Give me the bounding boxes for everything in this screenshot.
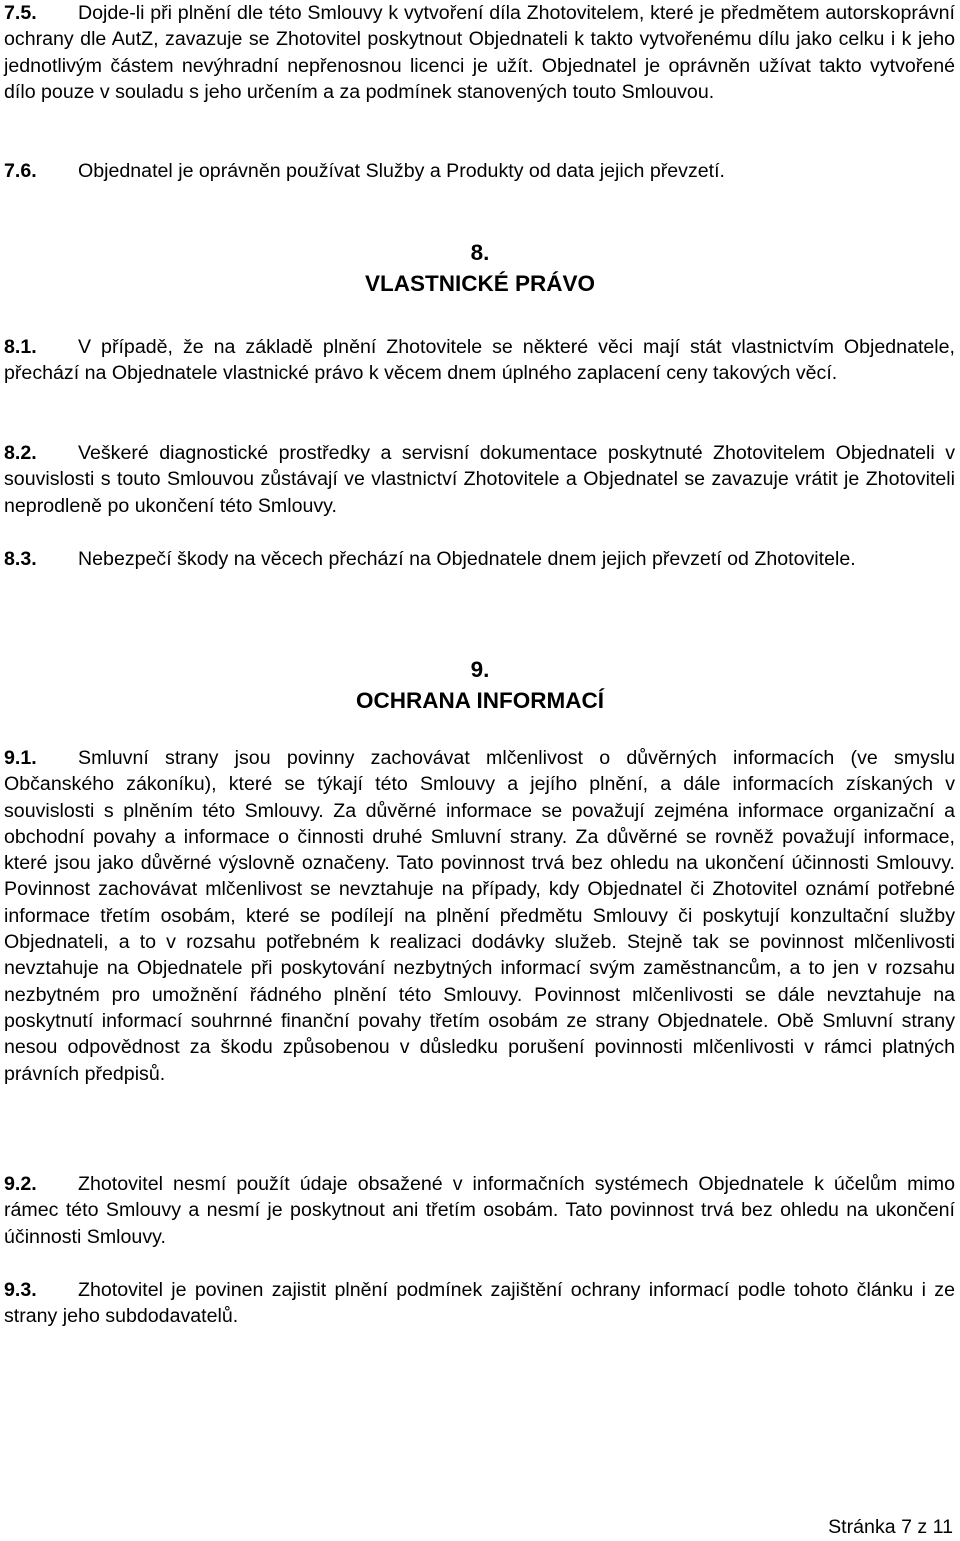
clause-text: Nebezpečí škody na věcech přechází na Objednatele dnem jejich převzetí od Zhotovitele.: [78, 548, 856, 570]
clause-8-2: [4, 440, 955, 519]
clause-text: Zhotovitel nesmí použít údaje obsažené v informačních systémech Objednatele k účelům mimo rámec této Smlouvy a nesmí je poskytnout ani třetím osobám. Tato povinnost trvá bez ohledu na ukončení účinnosti Smlouvy.: [4, 1173, 955, 1248]
clause-text: Dojde-li při plnění dle této Smlouvy k vytvoření díla Zhotovitelem, které je předmětem autorskoprávní ochrany dle AutZ, zavazuje se Zhotovitel poskytnout Objednateli k takto vytvořenému dílu jako celku i k jeho jednotlivým částem nevýhradní nepřenosnou licenci je užít. Objednatel je oprávněn užívat takto vytvořené dílo pouze v souladu s jeho určením a za podmínek stanovených touto Smlouvou.: [4, 2, 955, 103]
clause-9-1: [4, 745, 955, 1087]
clause-number: 7.6.: [4, 160, 37, 182]
page-number: Stránka 7 z 11: [828, 1516, 953, 1538]
clause-8-1: [4, 334, 955, 387]
clause-text: V případě, že na základě plnění Zhotovitele se některé věci mají stát vlastnictvím Objednatele, přechází na Objednatele vlastnické právo k věcem dnem úplného zaplacení ceny takových věcí.: [4, 336, 955, 385]
clause-number: 8.1.: [4, 336, 37, 358]
section-heading-9: [0, 654, 960, 716]
clause-8-3: [4, 546, 955, 572]
section-title: VLASTNICKÉ PRÁVO: [364, 271, 596, 296]
clause-number: 8.2.: [4, 442, 37, 464]
section-heading-8: [0, 237, 960, 299]
clause-9-3: [4, 1277, 955, 1330]
clause-text: Objednatel je oprávněn používat Služby a Produkty od data jejich převzetí.: [78, 160, 725, 182]
clause-9-2: [4, 1171, 955, 1250]
clause-text: Zhotovitel je povinen zajistit plnění podmínek zajištění ochrany informací podle tohoto článku i ze strany jeho subdodavatelů.: [4, 1279, 955, 1328]
clause-number: 9.2.: [4, 1173, 37, 1195]
clause-text: Smluvní strany jsou povinny zachovávat mlčenlivost o důvěrných informacích (ve smyslu Občanského zákoníku), které se týkají této Smlouvy a jejího plnění, a dále informacích získaných v souvislosti s plněním této Smlouvy. Za důvěrné informace se považují zejména informace organizační a obchodní povahy a informace o činnosti druhé Smluvní strany. Za důvěrné se rovněž považují informace, které jsou jako důvěrné výslovně označeny. Tato povinnost trvá bez ohledu na ukončení účinnosti Smlouvy. Povinnost zachovávat mlčenlivost se nevztahuje na případy, kdy Objednatel či Zhotovitel oznámí potřebné informace třetím osobám, které se podílejí na plnění předmětu Smlouvy či poskytují konzultační služby Objednateli, a to v rozsahu potřebném k realizaci dodávky služeb. Stejně tak se povinnost mlčenlivosti nevztahuje na Objednatele při poskytování nezbytných informací svým zaměstnancům, a to jen v rozsahu nezbytném pro umožnění řádného plnění této Smlouvy. Povinnost mlčenlivosti se dále nevztahuje na poskytnutí informací souhrnné finanční povahy třetím osobám ze strany Objednatele. Obě Smluvní strany nesou odpovědnost za škodu způsobenou v důsledku porušení povinnosti mlčenlivosti v rámci platných právních předpisů.: [4, 747, 955, 1085]
clause-number: 8.3.: [4, 548, 37, 570]
clause-number: 9.1.: [4, 747, 37, 769]
section-number: 9.: [470, 657, 490, 682]
clause-7-6: [4, 158, 955, 184]
clause-number: 7.5.: [4, 2, 37, 24]
clause-number: 9.3.: [4, 1279, 37, 1301]
section-title: OCHRANA INFORMACÍ: [356, 688, 604, 713]
clause-7-5: [4, 0, 955, 105]
clause-text: Veškeré diagnostické prostředky a servisní dokumentace poskytnuté Zhotovitelem Objednateli v souvislosti s touto Smlouvou zůstávají ve vlastnictví Zhotovitele a Objednatel se zavazuje vrátit je Zhotoviteli neprodleně po ukončení této Smlouvy.: [4, 442, 955, 517]
section-number: 8.: [470, 240, 490, 265]
